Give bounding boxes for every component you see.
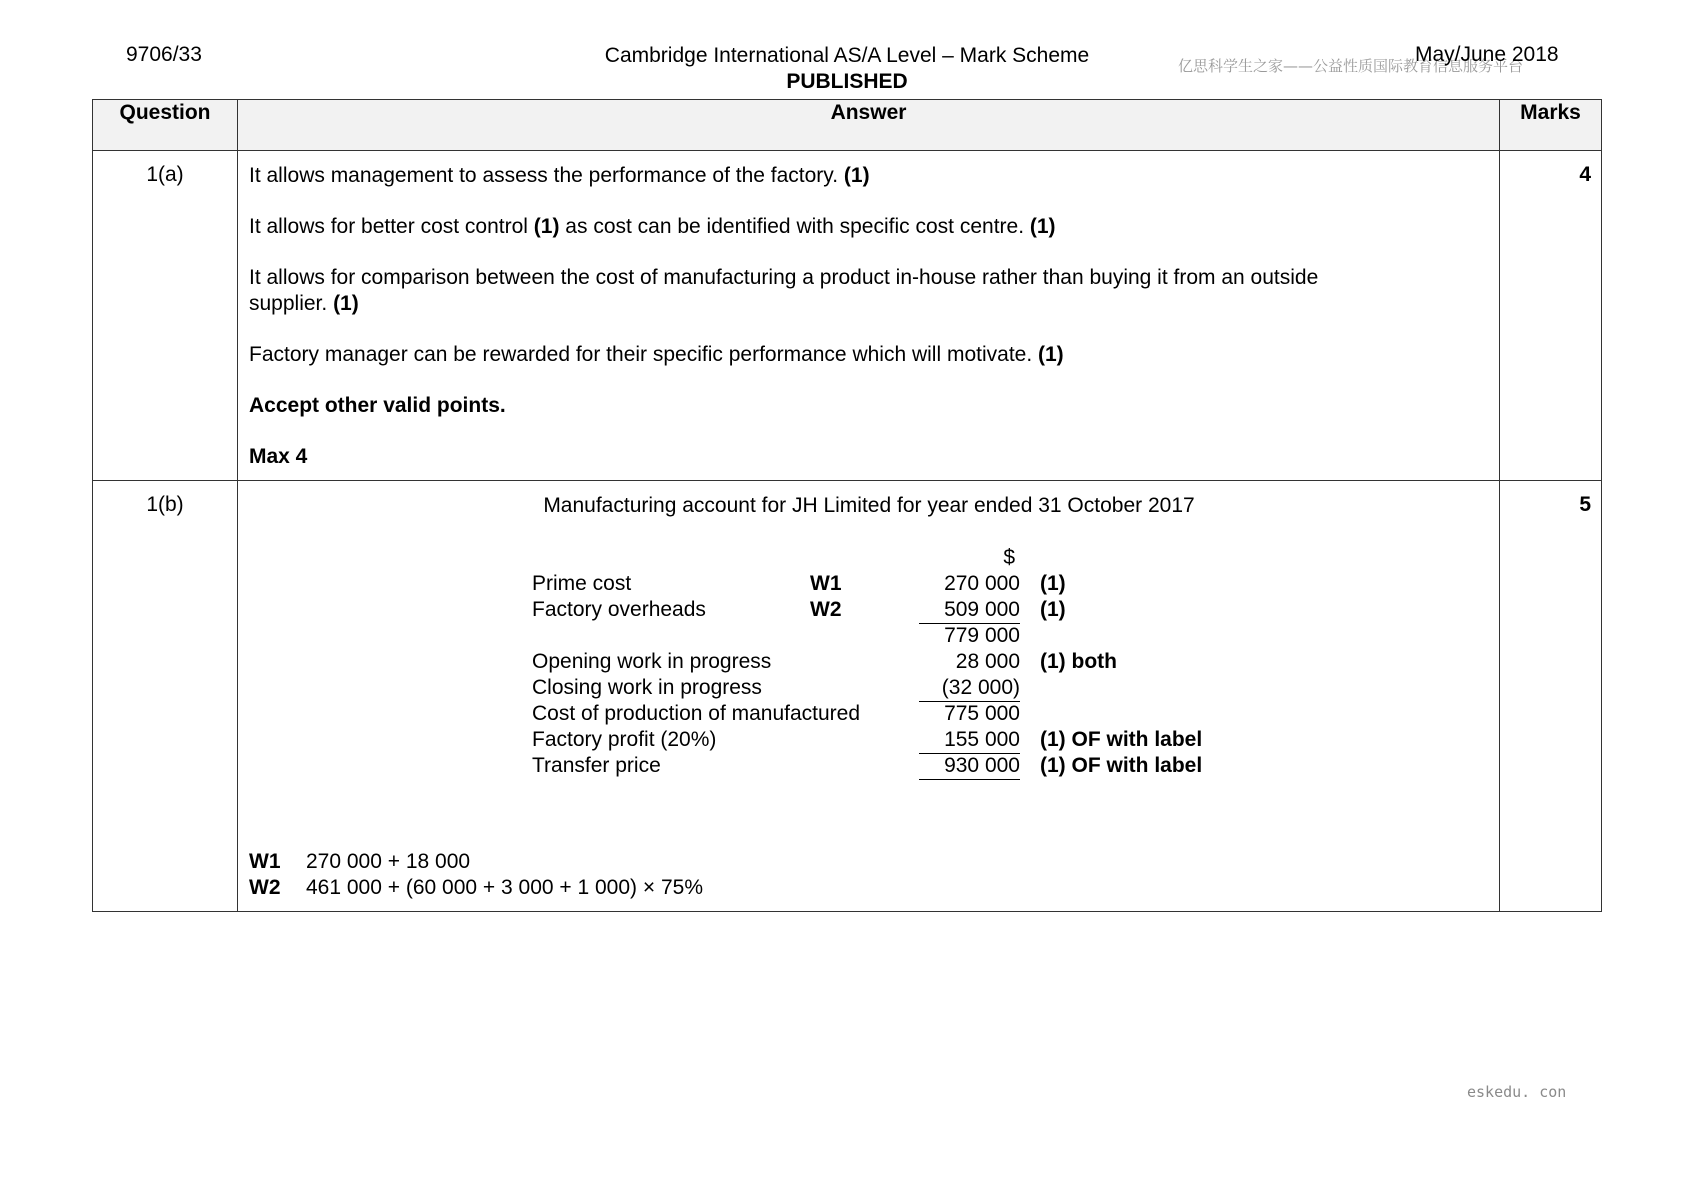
- mark-award: (1): [1029, 215, 1056, 238]
- point-text: as cost can be identified with specific cost centre.: [559, 215, 1030, 238]
- answer-point: [249, 265, 1384, 317]
- account-amount: 930 000: [919, 753, 1020, 780]
- account-amount: 28 000: [955, 650, 1020, 673]
- table-row-1b: [93, 481, 1602, 912]
- max-note: Max 4: [249, 445, 308, 468]
- answer-point: [249, 342, 1489, 368]
- published-label: PUBLISHED: [786, 70, 908, 93]
- working-ref: W2: [810, 598, 842, 621]
- account-label: Factory profit (20%): [532, 728, 717, 751]
- header-marks: Marks: [1500, 100, 1602, 151]
- working-line: [249, 875, 1489, 901]
- mark-award: (1): [843, 164, 870, 187]
- account-label: Closing work in progress: [532, 676, 762, 699]
- working-text: 270 000 + 18 000: [306, 850, 471, 873]
- table-header-row: [93, 100, 1602, 151]
- table-row-1a: [93, 151, 1602, 481]
- watermark-text: 亿思科学生之家——公益性质国际教育信息服务平台: [1178, 57, 1524, 75]
- mark-note: (1) OF with label: [1040, 754, 1203, 777]
- account-label: Transfer price: [532, 754, 661, 777]
- account-row: [249, 675, 1489, 701]
- question-number: 1(b): [93, 481, 238, 912]
- working-label: W2: [249, 876, 281, 899]
- header-question: Question: [93, 100, 238, 151]
- workings: [249, 849, 1489, 901]
- account-row: [249, 701, 1489, 727]
- account-row: [249, 623, 1489, 649]
- account-row: [249, 649, 1489, 675]
- account-amount: 155 000: [919, 727, 1020, 754]
- mark-award: (1): [333, 292, 359, 315]
- working-text: 461 000 + (60 000 + 3 000 + 1 000) × 75%: [306, 876, 703, 899]
- mark-note: (1) both: [1040, 650, 1117, 673]
- header-answer: Answer: [238, 100, 1500, 151]
- exam-session: May/June 2018: [1415, 43, 1559, 66]
- marks-value: 4: [1500, 151, 1602, 481]
- account-label: Opening work in progress: [532, 650, 772, 673]
- account-amount: (32 000): [919, 675, 1020, 702]
- account-amount: 779 000: [944, 624, 1020, 647]
- currency-symbol: $: [1003, 546, 1015, 569]
- account-amount: 509 000: [919, 597, 1020, 624]
- account-label: Cost of production of manufactured: [532, 702, 861, 725]
- point-text: Factory manager can be rewarded for their specific performance which will motivate.: [249, 343, 1038, 366]
- account-row: [249, 571, 1489, 597]
- document-title: Cambridge International AS/A Level – Mark Scheme: [604, 44, 1090, 67]
- account-amount: 775 000: [944, 702, 1020, 725]
- account-title: Manufacturing account for JH Limited for year ended 31 October 2017: [543, 494, 1195, 517]
- mark-award: (1): [533, 215, 560, 238]
- mark-note: (1) OF with label: [1040, 728, 1203, 751]
- working-line: [249, 849, 1489, 875]
- working-label: W1: [249, 850, 281, 873]
- mark-award: (1): [1038, 343, 1064, 366]
- answer-cell: [238, 151, 1500, 481]
- working-ref: W1: [810, 572, 842, 595]
- mark-note: (1): [1040, 598, 1066, 621]
- account-label: Prime cost: [532, 572, 632, 595]
- answer-cell: [238, 481, 1500, 912]
- currency-row: [249, 545, 1489, 571]
- marks-value: 5: [1500, 481, 1602, 912]
- accept-note: Accept other valid points.: [249, 394, 506, 417]
- manufacturing-account: [249, 545, 1489, 845]
- account-label: Factory overheads: [532, 598, 706, 621]
- point-text: It allows management to assess the performance of the factory.: [249, 164, 844, 187]
- account-row: [249, 597, 1489, 623]
- account-row: [249, 753, 1489, 779]
- mark-note: (1): [1040, 572, 1066, 595]
- question-number: 1(a): [93, 151, 238, 481]
- answer-point: [249, 214, 1489, 240]
- footer-site-mark: eskedu. con: [1467, 1083, 1567, 1101]
- point-text: It allows for better cost control: [249, 215, 534, 238]
- account-row: [249, 727, 1489, 753]
- paper-code: 9706/33: [126, 43, 202, 66]
- account-amount: 270 000: [944, 572, 1020, 595]
- answer-point: [249, 163, 1489, 189]
- mark-scheme-table: [92, 99, 1602, 912]
- point-text: It allows for comparison between the cost of manufacturing a product in-house rather than buying it from an outside supplier.: [249, 266, 1319, 315]
